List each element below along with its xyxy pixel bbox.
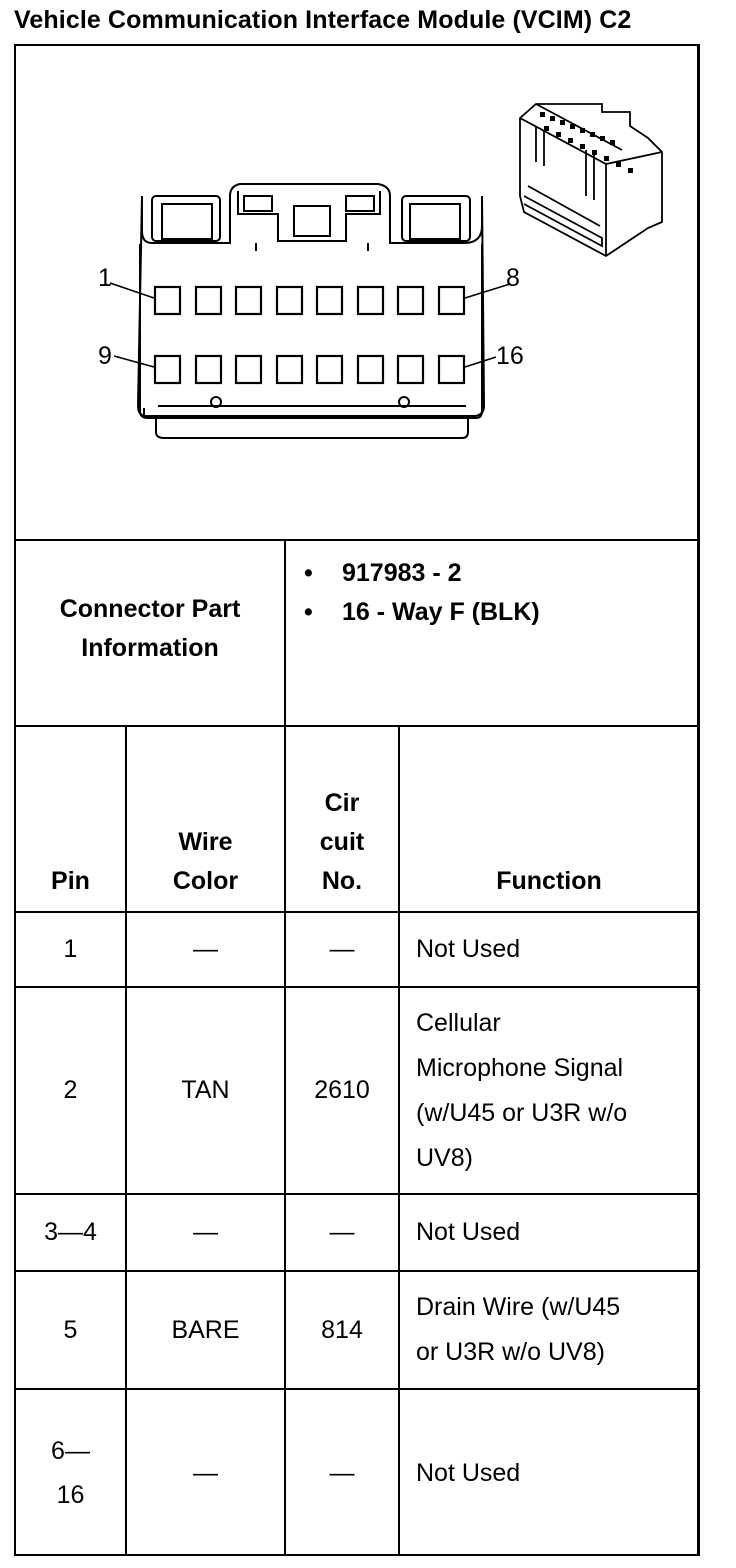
row-2-function: Cellular Microphone Signal (w/U45 or U3R w/o UV8) [416,1008,628,1172]
row-1-function: Not Used [416,935,521,963]
row-4-wire-color: BARE [171,1315,240,1344]
part-number: 917983 - 2 [342,559,462,587]
header-function: Function [496,867,602,895]
row-2-pin: 2 [63,1076,78,1104]
row-5-pin: 6— 16 [51,1437,90,1509]
pin-label-8: 8 [506,264,520,292]
row-1-pin: 1 [63,935,78,963]
connector-info-label-line2: Information [81,634,219,662]
bullet-icon: • [304,559,313,587]
header-circuit-no: Cir cuit No. [319,789,365,895]
header-wire-color: Wire Color [172,828,239,895]
connector-diagram [16,46,698,541]
connector-info-label [16,541,284,725]
row-4-pin: 5 [63,1315,78,1344]
header-pin: Pin [51,867,90,895]
pin-label-16: 16 [496,342,524,370]
row-1-wire-color: — [193,935,218,963]
connector-info-label-line1: Connector Part [59,595,241,623]
row-3-function: Not Used [416,1218,521,1246]
connector-type: 16 - Way F (BLK) [342,598,540,626]
row-3-wire-color: — [193,1218,218,1246]
row-2-wire-color: TAN [181,1076,230,1104]
row-5-circuit: — [329,1458,355,1487]
page-title: Vehicle Communication Interface Module (VCIM) C2 [14,6,632,34]
row-5-function: Not Used [416,1458,521,1487]
row-4-circuit: 814 [321,1315,363,1344]
row-2-circuit: 2610 [314,1076,370,1104]
pin-label-9: 9 [98,342,112,370]
row-3-pin: 3—4 [44,1218,97,1246]
row-4-function: Drain Wire (w/U45 or U3R w/o UV8) [416,1293,621,1366]
row-1-circuit: — [329,935,355,963]
pin-label-1: 1 [98,264,112,292]
pinout-table [14,44,700,1556]
bullet-icon: • [304,598,313,626]
row-5-wire-color: — [193,1458,218,1487]
connector-perspective-view [520,104,662,256]
row-3-circuit: — [329,1218,355,1246]
